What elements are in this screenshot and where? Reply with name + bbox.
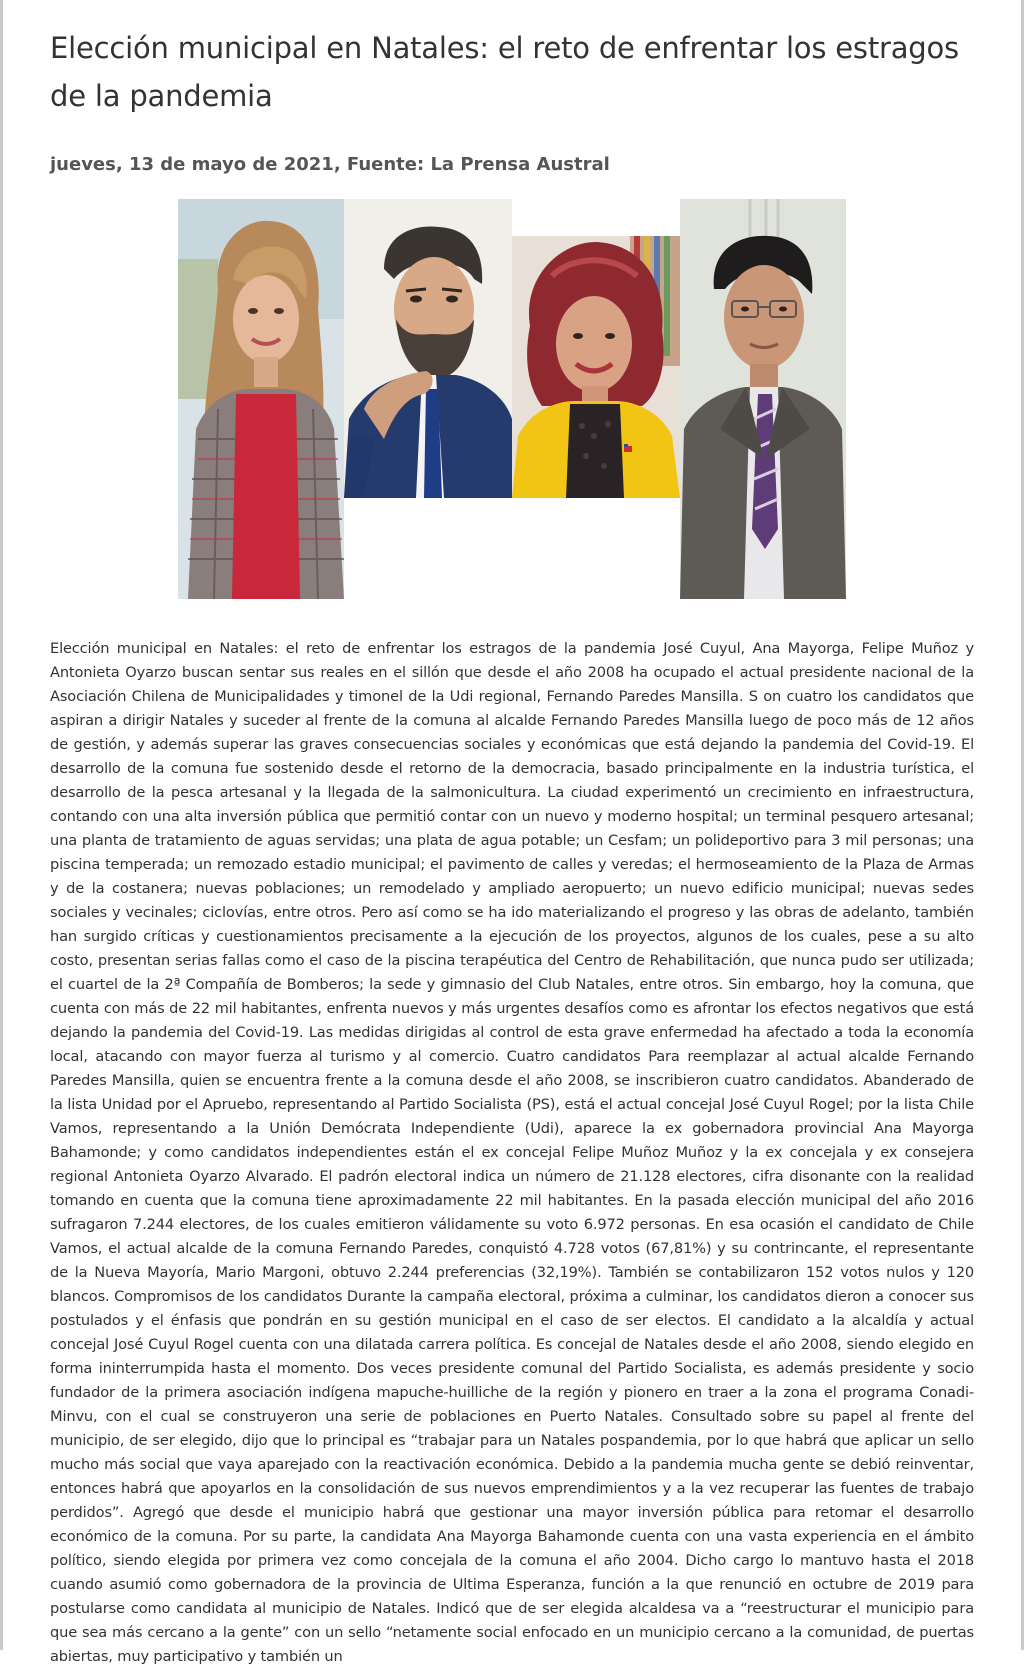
article-meta — [50, 154, 974, 175]
meta-separator: , — [333, 154, 347, 175]
article-body — [50, 637, 974, 1669]
candidates-photo — [50, 199, 974, 601]
candidate-portrait-3 — [512, 236, 680, 498]
article-source: La Prensa Austral — [430, 154, 610, 175]
candidate-portrait-2 — [344, 199, 512, 498]
candidate-portrait-4 — [680, 199, 846, 599]
article-body-paragraph: Elección municipal en Natales: el reto de enfrentar los estragos de la pandemia José Cuyul, Ana Mayorga, Felipe Muñoz y Antonieta Oyarzo buscan sentar sus reales en el sillón que desde el año 2008 ha ocupado el actual presidente nacional de la Asociación Chilena de Municipalidades y timonel de la Udi regional, Fernando Paredes Mansilla. S on cuatro los candidatos que aspiran a dirigir Natales y suceder al frente de la comuna al alcalde Fernando Paredes Mansilla luego de poco más de 12 años de gestión, y además superar las graves consecuencias sociales y económicas que está dejando la pandemia del Covid-19. El desarrollo de la comuna fue sostenido desde el retorno de la democracia, basado principalmente en la industria turística, el desarrollo de la pesca artesanal y la llegada de la salmonicultura. La ciudad experimentó un crecimiento en infraestructura, contando con una alta inversión pública que permitió contar con un nuevo y moderno hospital; un terminal pesquero artesanal; una planta de tratamiento de aguas servidas; una plata de agua potable; un Cesfam; un polideportivo para 3 mil personas; una piscina temperada; un remozado estadio municipal; el pavimento de calles y veredas; el hermoseamiento de la Plaza de Armas y de la costanera; nuevas poblaciones; un remodelado y ampliado aeropuerto; un nuevo edificio municipal; nuevas sedes sociales y vecinales; ciclovías, entre otros. Pero así como se ha ido materializando el progreso y las obras de adelanto, también han surgido críticas y cuestionamientos precisamente a la ejecución de los proyectos, algunos de los cuales, pese a su alto costo, presentan serias fallas como el caso de la piscina terapéutica del Centro de Rehabilitación, que nunca pudo ser utilizada; el cuartel de la 2ª Compañía de Bomberos; la sede y gimnasio del Club Natales, entre otros. Sin embargo, hoy la comuna, que cuenta con más de 22 mil habitantes, enfrenta nuevos y más urgentes desafíos como es afrontar los efectos negativos que está dejando la pandemia del Covid-19. Las medidas dirigidas al control de esta grave enfermedad ha afectado a toda la economía local, atacando con mayor fuerza al turismo y al comercio. Cuatro candidatos Para reemplazar al actual alcalde Fernando Paredes Mansilla, quien se encuentra frente a la comuna desde el año 2008, se inscribieron cuatro candidatos. Abanderado de la lista Unidad por el Apruebo, representando al Partido Socialista (PS), está el actual concejal José Cuyul Rogel; por la lista Chile Vamos, representando a la Unión Demócrata Independiente (Udi), aparece la ex gobernadora provincial Ana Mayorga Bahamonde; y como candidatos independientes están el ex concejal Felipe Muñoz Muñoz y la ex concejala y ex consejera regional Antonieta Oyarzo Alvarado. El padrón electoral indica un número de 21.128 electores, cifra disonante con la realidad tomando en cuenta que la comuna tiene aproximadamente 22 mil habitantes. En la pasada elección municipal del año 2016 sufragaron 7.244 electores, de los cuales emitieron válidamente su voto 6.972 personas. En esa ocasión el candidato de Chile Vamos, el actual alcalde de la comuna Fernando Paredes, conquistó 4.728 votos (67,81%) y su contrincante, el representante de la Nueva Mayoría, Mario Margoni, obtuvo 2.244 preferencias (32,19%). También se contabilizaron 152 votos nulos y 120 blancos. Compromisos de los candidatos Durante la campaña electoral, próxima a culminar, los candidatos dieron a conocer sus postulados y el énfasis que pondrán en su gestión municipal en el caso de ser electos. El candidato a la alcaldía y actual concejal José Cuyul Rogel cuenta con una dilatada carrera política. Es concejal de Natales desde el año 2008, siendo elegido en forma ininterrumpida hasta el momento. Dos veces presidente comunal del Partido Socialista, es además presidente y socio fundador de la primera asociación indígena mapuche-huilliche de la región y pionero en traer a la zona el programa Conadi-Minvu, con el cual se construyeron una serie de poblaciones en Puerto Natales. Consultado sobre su papel al frente del municipio, de ser elegido, dijo que lo principal es “trabajar para un Natales pospandemia, por lo que habrá que aplicar un sello mucho más social que vaya aparejado con la reactivación económica. Debido a la pandemia mucha gente se debió reinventar, entonces habrá que apoyarlos en la consolidación de sus nuevos emprendimientos y a la vez recuperar las fuentes de trabajo perdidos”. Agregó que desde el municipio habrá que gestionar una mayor inversión pública para retomar el desarrollo económico de la comuna. Por su parte, la candidata Ana Mayorga Bahamonde cuenta con una vasta experiencia en el ámbito político, siendo elegida por primera vez como concejala de la comuna el año 2004. Dicho cargo lo mantuvo hasta el 2018 cuando asumió como gobernadora de la provincia de Ultima Esperanza, función a la que renunció en octubre de 2019 para postularse como candidata al municipio de Natales. Indicó que de ser elegida alcaldesa va a “reestructurar el municipio para que sea más cercano a la gente” con un sello “netamente social enfocado en un municipio cercano a la comunidad, de puertas abiertas, muy participativo y también un — [50, 640, 974, 1665]
page-frame-left — [0, 0, 3, 1650]
source-label: Fuente: — [346, 154, 425, 175]
article — [50, 24, 974, 1669]
article-title: Elección municipal en Natales: el reto de enfrentar los estragos de la pandemia — [50, 31, 959, 113]
article-date: jueves, 13 de mayo de 2021 — [50, 154, 334, 175]
candidate-portrait-1 — [178, 199, 344, 599]
